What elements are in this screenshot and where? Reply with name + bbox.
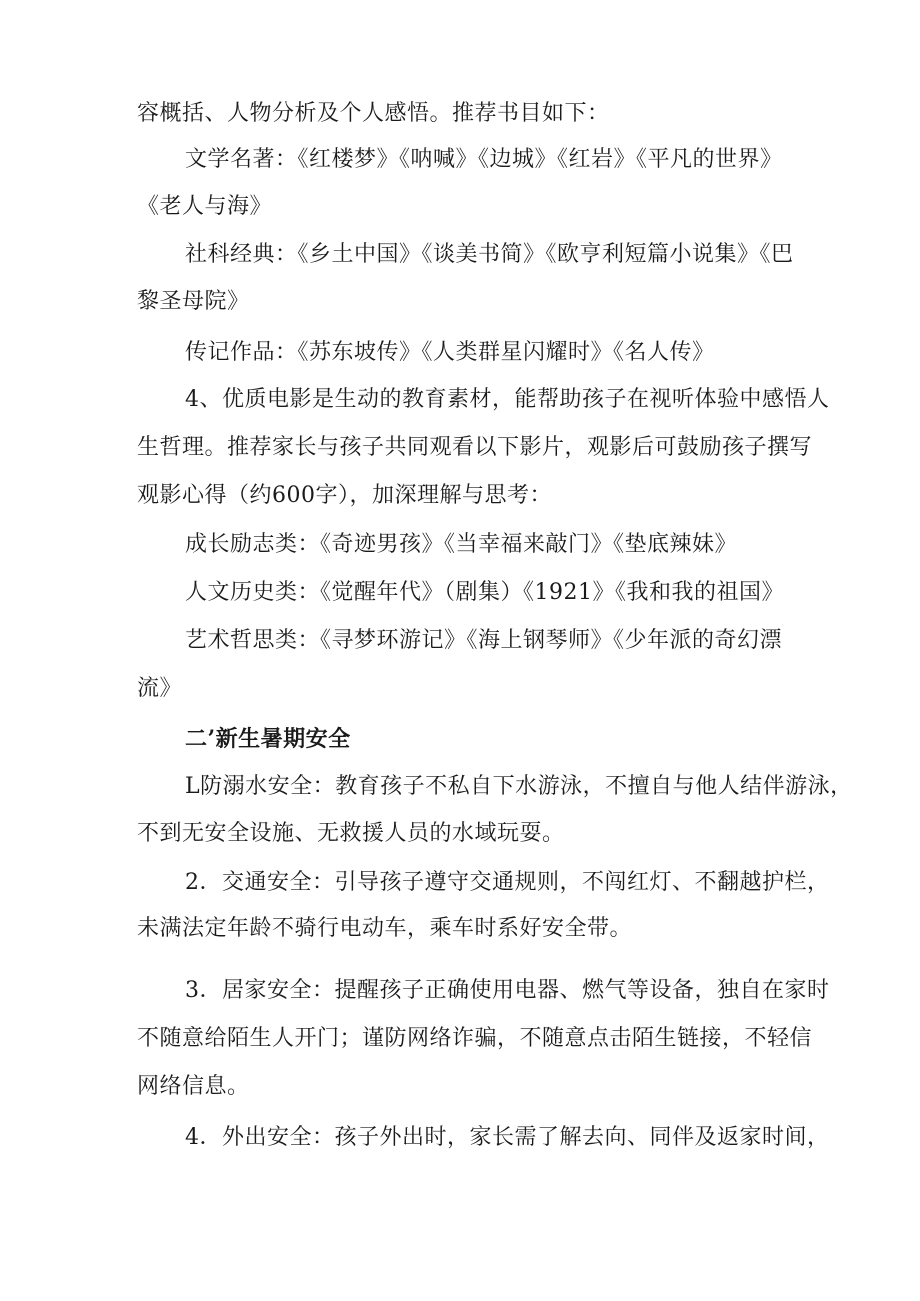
- paragraph-line: 观影心得（约600字），加深理解与思考：: [137, 483, 552, 508]
- paragraph-line: 文学名著：《红楼梦》《呐喊》《边城》《红岩》《平凡的世界》: [185, 147, 783, 172]
- paragraph-line: 网络信息。: [137, 1074, 250, 1099]
- paragraph-line: 艺术哲思类：《寻梦环游记》《海上钢琴师》《少年派的奇幻漂: [185, 628, 783, 653]
- paragraph-line: 不随意给陌生人开门；谨防网络诈骗，不随意点击陌生链接，不轻信: [137, 1026, 813, 1051]
- paragraph-line: 传记作品：《苏东坡传》《人类群星闪耀时》《名人传》: [185, 340, 715, 365]
- paragraph-line: 2．交通安全：引导孩子遵守交通规则，不闯红灯、不翻越护栏，: [185, 870, 830, 895]
- paragraph-line: 不到无安全设施、无救援人员的水域玩耍。: [137, 821, 565, 846]
- paragraph-line: 3．居家安全：提醒孩子正确使用电器、燃气等设备，独自在家时: [185, 978, 830, 1003]
- section-heading: 二’新生暑期安全: [185, 726, 351, 752]
- paragraph-line: 成长励志类：《奇迹男孩》《当幸福来敲门》《垫底辣妹》: [185, 532, 738, 557]
- paragraph-line: 未满法定年龄不骑行电动车，乘车时系好安全带。: [137, 916, 633, 941]
- paragraph-line: 人文历史类：《觉醒年代》（剧集）《1921》《我和我的祖国》: [185, 580, 784, 605]
- paragraph-line: 黎圣母院》: [137, 289, 250, 314]
- paragraph-line: 4、优质电影是生动的教育素材，能帮助孩子在视听体验中感悟人: [185, 387, 830, 412]
- paragraph-line: 《老人与海》: [137, 194, 273, 219]
- paragraph-line: L防溺水安全：教育孩子不私自下水游泳，不擅自与他人结伴游泳，: [185, 774, 853, 799]
- paragraph-line: 生哲理。推荐家长与孩子共同观看以下影片，观影后可鼓励孩子撰写: [137, 435, 813, 460]
- paragraph-line: 社科经典：《乡土中国》《谈美书简》《欧亨利短篇小说集》《巴: [185, 242, 794, 267]
- paragraph-line: 4．外出安全：孩子外出时，家长需了解去向、同伴及返家时间，: [185, 1125, 830, 1150]
- paragraph-line: 容概括、人物分析及个人感悟。推荐书目如下：: [137, 101, 610, 126]
- paragraph-line: 流》: [137, 676, 183, 701]
